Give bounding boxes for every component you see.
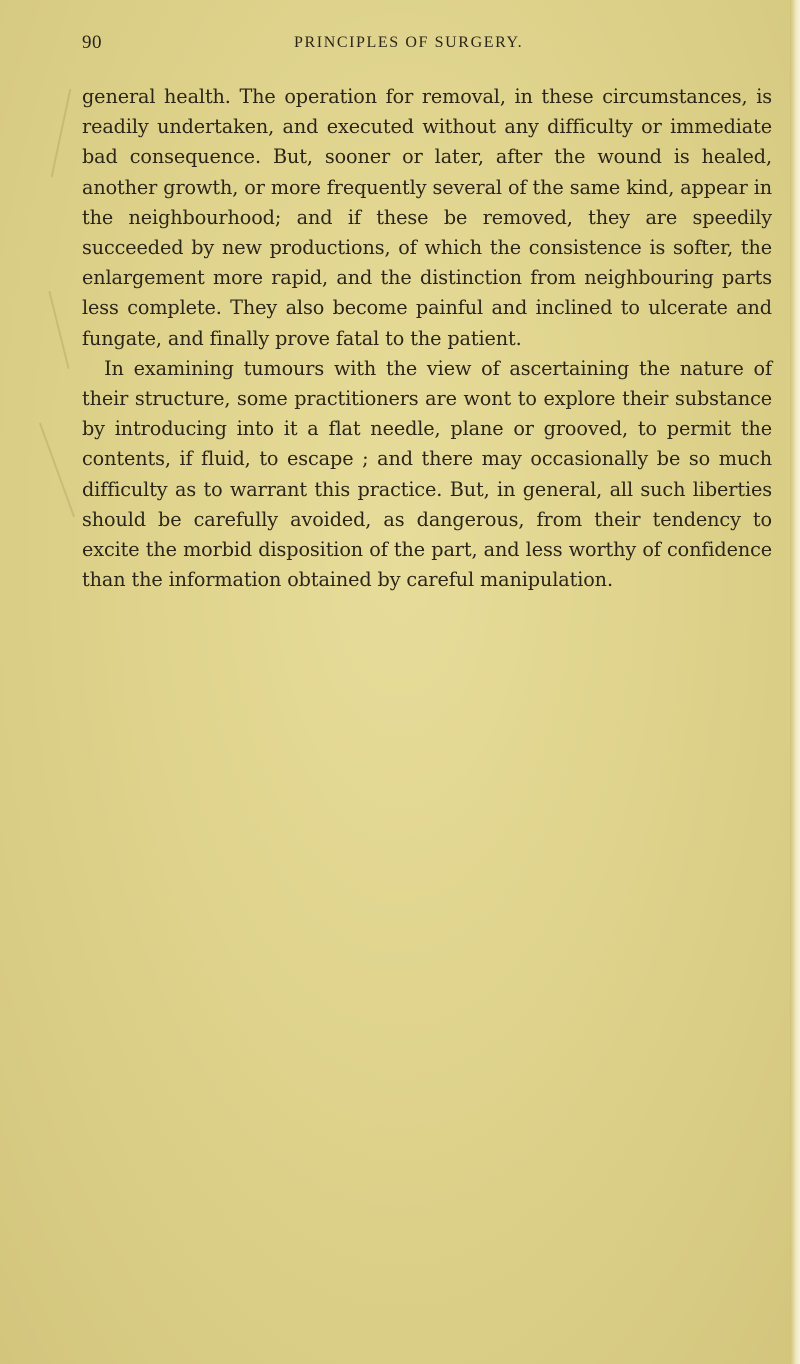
paragraph: general health. The operation for removal, in these circumstances, is readily undertaken, and executed without any difficulty or immediate bad consequence. But, sooner or later, after the wound is healed, another growth, or more frequently several of the same kind, appear in the neighbourhood; and if these be removed, they are speedily succeeded by new productions, of which the consistence is softer, the enlargement more rapid, and the distinction from neighbouring parts less complete. They also become painful and inclined to ulcerate and fungate, and finally prove fatal to the patient. — [82, 85, 772, 350]
page-number: 90 — [82, 32, 102, 53]
paragraph: In examining tumours with the view of ascertaining the nature of their structure, some practitioners are wont to explore their substance by introducing into it a flat needle, plane or grooved, to permit the contents, if fluid, to escape ; and there may occasionally be so much difficulty as to warrant this practice. But, in general, all such liberties should be carefully avoided, as dangerous, from their tendency to excite the morbid disposition of the part, and less worthy of confidence than the information obtained by careful manipulation. — [82, 356, 772, 592]
margin-mark — [51, 89, 72, 177]
running-head: PRINCIPLES OF SURGERY. — [294, 34, 524, 51]
margin-mark — [48, 291, 69, 369]
margin-mark — [39, 423, 75, 518]
page-header — [82, 32, 772, 60]
page-edge — [790, 0, 800, 1364]
body-text — [82, 82, 772, 595]
